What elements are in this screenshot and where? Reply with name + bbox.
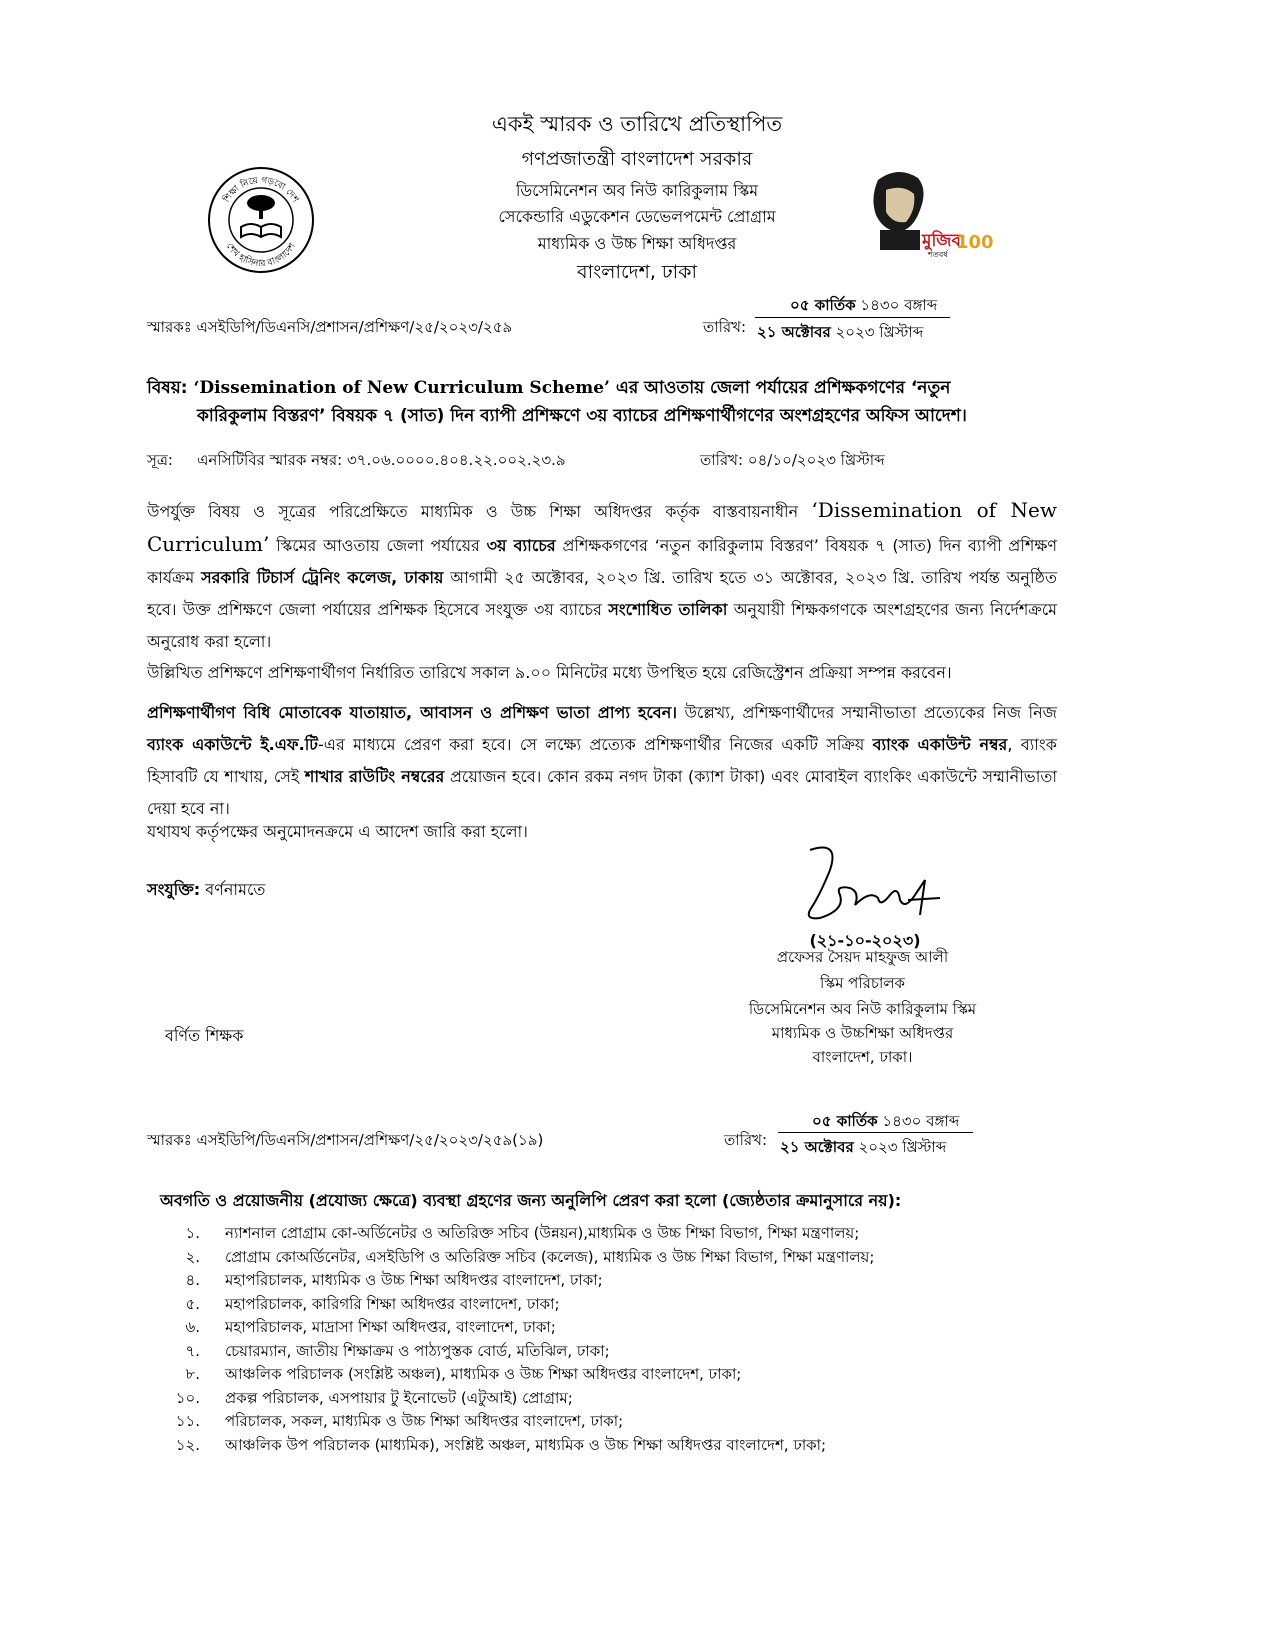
- p1-bold-batch: ৩য় ব্যাচের: [486, 536, 556, 555]
- p1-bold-college: সরকারি টিচার্স ট্রেনিং কলেজ, ঢাকায়: [201, 568, 444, 587]
- p3-bold-eft: ব্যাংক একাউন্টে ই.এফ.টি: [147, 735, 319, 754]
- copy-list-number: ১২.: [175, 1435, 200, 1454]
- copy-date-bangla-year: ১৪৩০ বঙ্গাব্দ: [882, 1112, 960, 1130]
- header-line4: সেকেন্ডারি এডুকেশন ডেভেলপমেন্ট প্রোগ্রাম: [498, 207, 776, 226]
- copy-list-item: [160, 1316, 1060, 1340]
- subject-line1-rest: এর আওতায় জেলা পর্যায়ের প্রশিক্ষকগণের ‘নতুন: [615, 378, 951, 398]
- subject-english: ‘Dissemination of New Curriculum Scheme’: [193, 378, 610, 398]
- memo-date-label: তারিখ:: [703, 318, 747, 336]
- subject-line-1: [147, 374, 1147, 402]
- p1-part-a: উপর্যুক্ত বিষয় ও সূত্রের পরিপ্রেক্ষিতে মাধ্যমিক ও উচ্চ শিক্ষা অধিদপ্তর কর্তৃক বাস্তবায়নাধীন: [147, 502, 799, 521]
- p3-bold-routing: শাখার রাউটিং নম্বরের: [304, 767, 445, 786]
- source-text: এনসিটিবির স্মারক নম্বর: ৩৭.০৬.০০০০.৪০৪.২২.০০২.২৩.৯: [197, 451, 566, 469]
- copy-list-text: মহাপরিচালক, মাদ্রাসা শিক্ষা অধিদপ্তর, বাংলাদেশ, ঢাকা;: [225, 1318, 556, 1336]
- signatory-title: স্কিম পরিচালক: [819, 974, 906, 992]
- attachment-text: বর্ণনামতে: [205, 880, 266, 899]
- p1-part-c: প্রশিক্ষকগণের ‘নতুন কারিকুলাম বিস্তরণ’ বিষয়ক ৭ (সাত) দিন ব্যাপী প্রশিক্ষণ কার্যক্রম: [147, 536, 1058, 587]
- copy-list-text: আঞ্চলিক উপ পরিচালক (মাধ্যমিক), সংশ্লিষ্ট অঞ্চল, মাধ্যমিক ও উচ্চ শিক্ষা অধিদপ্তর বাংলাদেশ, ঢাকা;: [225, 1435, 827, 1454]
- p1-part-b: স্কিমের আওতায় জেলা পর্যায়ের: [276, 536, 480, 555]
- signatory-name: প্রফেসর সৈয়দ মাহফুজ আলী: [776, 948, 949, 966]
- date-bangla-day: ০৫ কার্তিক: [790, 296, 856, 314]
- copy-list-text: মহাপরিচালক, মাধ্যমিক ও উচ্চ শিক্ষা অধিদপ্তর বাংলাদেশ, ঢাকা;: [225, 1271, 603, 1289]
- signatory-location: বাংলাদেশ, ঢাকা।: [812, 1048, 913, 1066]
- copy-list-text: চেয়ারম্যান, জাতীয় শিক্ষাক্রম ও পাঠ্যপুস্তক বোর্ড, মতিঝিল, ঢাকা;: [225, 1341, 610, 1360]
- date-bangla-year: ১৪৩০ বঙ্গাব্দ: [860, 296, 938, 314]
- copy-list-number: ৫.: [185, 1294, 200, 1313]
- signatory-department: মাধ্যমিক ও উচ্চশিক্ষা অধিদপ্তর: [771, 1024, 954, 1042]
- copy-list-item: [160, 1410, 1060, 1434]
- body-paragraph-2: উল্লিখিত প্রশিক্ষণে প্রশিক্ষণার্থীগণ নির্ধারিত তারিখে সকাল ৯.০০ মিনিটের মধ্যে উপস্থিত হয়ে রেজিস্ট্রেশন প্রক্রিয়া সম্পন্ন করবেন।: [147, 663, 952, 682]
- p1-bold-list: সংশোধিত তালিকা: [608, 600, 728, 619]
- header-line2: গণপ্রজাতন্ত্রী বাংলাদেশ সরকার: [521, 148, 753, 170]
- copy-list-number: ১.: [185, 1224, 200, 1242]
- p1-english: ‘Dissemination of New Curriculum’: [147, 498, 1057, 556]
- addressee: বর্ণিত শিক্ষক: [165, 1026, 244, 1045]
- p3-part-a: উল্লেখ্য, প্রশিক্ষণার্থীদের সম্মানীভাতা প্রত্যেকের নিজ নিজ: [684, 703, 1057, 722]
- ministry-seal-logo: [206, 165, 316, 275]
- body-paragraph-1: [147, 494, 1057, 658]
- copy-list-number: ৭.: [185, 1341, 200, 1360]
- copy-list-text: আঞ্চলিক পরিচালক (সংশ্লিষ্ট অঞ্চল), মাধ্যমিক ও উচ্চ শিক্ষা অধিদপ্তর বাংলাদেশ, ঢাকা;: [225, 1365, 742, 1383]
- copy-list-text: পরিচালক, সকল, মাধ্যমিক ও উচ্চ শিক্ষা অধিদপ্তর বাংলাদেশ, ঢাকা;: [225, 1412, 624, 1430]
- copy-memo-date-label: তারিখ:: [724, 1131, 768, 1149]
- copy-date-greg-year: ২০২৩ খ্রিস্টাব্দ: [858, 1138, 947, 1156]
- copy-list-item: [160, 1434, 1060, 1458]
- p3-part-c: , ব্যাংক হিসাবটি যে শাখায়, সেই: [147, 735, 1058, 786]
- body-paragraph-3: [147, 697, 1057, 825]
- signature-date: (২১-১০-২০২৩): [809, 931, 921, 950]
- copy-list-text: ন্যাশনাল প্রোগ্রাম কো-অর্ডিনেটর ও অতিরিক্ত সচিব (উন্নয়ন),মাধ্যমিক ও উচ্চ শিক্ষা বিভাগ, শিক্ষা মন্ত্রণালয়;: [225, 1224, 860, 1242]
- subject-label: বিষয়:: [147, 378, 188, 398]
- mujib-sub-text: শতবর্ষ: [928, 250, 948, 259]
- copy-list-number: ২.: [185, 1247, 200, 1266]
- copy-date-divider: [778, 1132, 973, 1133]
- copy-list-item: [160, 1269, 1060, 1293]
- copy-date-greg-day: ২১ অক্টোবর: [780, 1138, 854, 1156]
- header-line6: বাংলাদেশ, ঢাকা: [577, 261, 697, 283]
- source-date: তারিখ: ০৪/১০/২০২৩ খ্রিস্টাব্দ: [700, 451, 885, 469]
- mujib-100-number: 100: [956, 232, 994, 253]
- signature-mark: [800, 840, 950, 935]
- copy-list-number: ৪.: [185, 1271, 200, 1289]
- header-line3: ডিসেমিনেশন অব নিউ কারিকুলাম স্কিম: [515, 181, 759, 200]
- memo-date-bangla: [790, 294, 937, 319]
- memo-reference: স্মারকঃ এসইডিপি/ডিএনসি/প্রশাসন/প্রশিক্ষণ/২৫/২০২৩/২৫৯: [147, 318, 513, 336]
- memo-date-gregorian: [757, 321, 923, 346]
- copy-list-number: ৬.: [185, 1318, 200, 1336]
- p1-part-e: অনুযায়ী শিক্ষকগণকে অংশগ্রহণের জন্য নির্দেশক্রমে অনুরোধ করা হলো।: [147, 600, 1058, 651]
- copy-list-item: [160, 1222, 1060, 1246]
- copy-list-text: প্রকল্প পরিচালক, এসপায়ার টু ইনোভেট (এটুআই) প্রোগ্রাম;: [225, 1388, 573, 1407]
- header-line1: একই স্মারক ও তারিখে প্রতিস্থাপিত: [491, 112, 783, 136]
- copy-list-item: [160, 1363, 1060, 1387]
- copy-memo-reference: স্মারকঃ এসইডিপি/ডিএনসি/প্রশাসন/প্রশিক্ষণ/২৫/২০২৩/২৫৯(১৯): [147, 1131, 544, 1149]
- copy-list-text: প্রোগ্রাম কোঅর্ডিনেটর, এসইডিপি ও অতিরিক্ত সচিব (কলেজ), মাধ্যমিক ও উচ্চ শিক্ষা বিভাগ, শিক্ষা মন্ত্রণালয়;: [225, 1247, 875, 1266]
- seal-text-top: শিক্ষা নিয়ে গড়বো দেশ: [222, 175, 300, 205]
- signatory-office: ডিসেমিনেশন অব নিউ কারিকুলাম স্কিম: [748, 1000, 977, 1018]
- copy-list-number: ৮.: [185, 1365, 200, 1383]
- source-label: সূত্র:: [147, 451, 173, 469]
- p1-part-d: আগামী ২৫ অক্টোবর, ২০২৩ খ্রি. তারিখ হতে ৩১ অক্টোবর, ২০২৩ খ্রি. তারিখ পর্যন্ত অনুষ্ঠিত হবে। উক্ত প্রশিক্ষণে জেলা পর্যায়ের প্রশিক্ষক হিসেবে সংযুক্ত ৩য় ব্যাচের: [147, 568, 1057, 619]
- header-line5: মাধ্যমিক ও উচ্চ শিক্ষা অধিদপ্তর: [537, 234, 737, 253]
- p3-bold-account: ব্যাংক একাউন্ট নম্বর: [872, 735, 1008, 754]
- date-greg-year: ২০২৩ খ্রিস্টাব্দ: [835, 323, 924, 341]
- copy-list-item: [160, 1340, 1060, 1364]
- attachment-label: সংযুক্তি:: [147, 880, 201, 899]
- body-paragraph-4: যথাযথ কর্তৃপক্ষের অনুমোদনক্রমে এ আদেশ জারি করা হলো।: [147, 822, 528, 841]
- seal-text-bottom: শেখ হাসিনার বাংলাদেশ: [223, 241, 298, 270]
- subject-line-2: কারিকুলাম বিস্তরণ’ বিষয়ক ৭ (সাত) দিন ব্যাপী প্রশিক্ষণে ৩য় ব্যাচের প্রশিক্ষণার্থীগণের অংশগ্রহণের অফিস আদেশ।: [197, 406, 967, 426]
- date-divider: [755, 317, 950, 318]
- copy-memo-date-gregorian: [780, 1136, 946, 1161]
- p3-part-b: -এর মাধ্যমে প্রেরণ করা হবে। সে লক্ষ্যে প্রত্যেক প্রশিক্ষণার্থীর নিজের একটি সক্রিয়: [318, 735, 865, 754]
- copy-list-item: [160, 1387, 1060, 1411]
- subject-block: [147, 374, 1147, 430]
- p3-bold-allowance: প্রশিক্ষণার্থীগণ বিধি মোতাবেক যাতায়াত, আবাসন ও প্রশিক্ষণ ভাতা প্রাপ্য হবেন।: [147, 703, 677, 722]
- copy-distribution-list: [160, 1222, 1060, 1472]
- mujib-100-logo: [858, 160, 994, 260]
- p3-part-d: প্রয়োজন হবে। কোন রকম নগদ টাকা (ক্যাশ টাকা) এবং মোবাইল ব্যাংকিং একাউন্টে সম্মানীভাতা দেয়া হবে না।: [147, 767, 1057, 818]
- copy-date-bangla-day: ০৫ কার্তিক: [812, 1112, 878, 1130]
- mujib-text: মুজিব: [922, 231, 961, 251]
- copy-list-number: ১১.: [175, 1412, 200, 1430]
- date-greg-day: ২১ অক্টোবর: [757, 323, 831, 341]
- copy-list-number: ১০.: [175, 1388, 200, 1407]
- copy-list-text: মহাপরিচালক, কারিগরি শিক্ষা অধিদপ্তর বাংলাদেশ, ঢাকা;: [225, 1294, 560, 1313]
- copy-list-item: [160, 1246, 1060, 1270]
- attachment-line: [147, 877, 265, 904]
- copy-list-item: [160, 1293, 1060, 1317]
- copy-distribution-heading: অবগতি ও প্রয়োজনীয় (প্রযোজ্য ক্ষেত্রে) ব্যবস্থা গ্রহণের জন্য অনুলিপি প্রেরণ করা হলো (জ্যেষ্ঠতার ক্রমানুসারে নয়):: [160, 1191, 902, 1210]
